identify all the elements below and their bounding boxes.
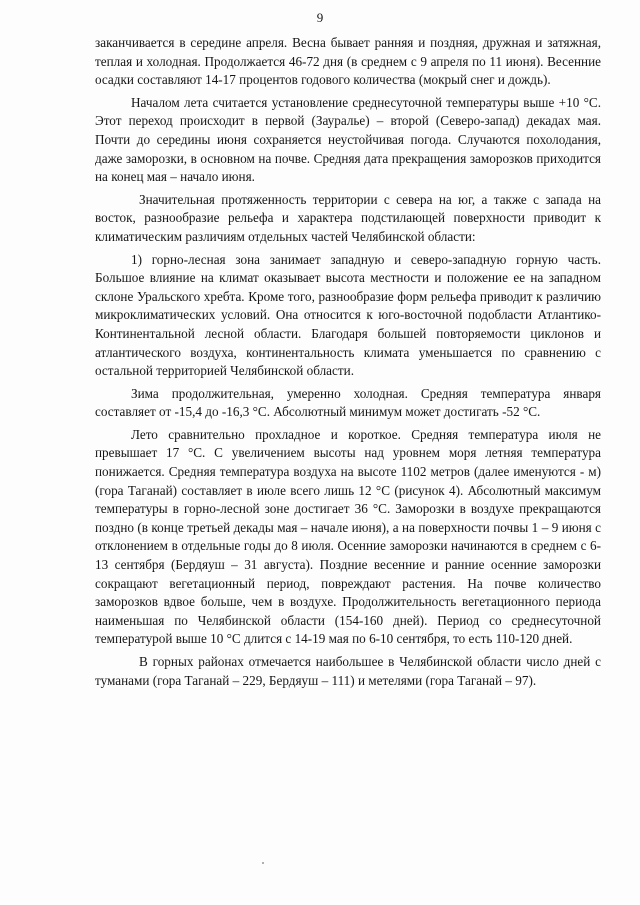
paragraph-fog-and-blizzards: В горных районах отмечается наибольшее в Челябинской области число дней с туманами (гора Таганай – 229, Бердяуш – 111) и метелями (гора Таганай – 97).	[95, 654, 601, 688]
paragraph-spring-continuation: заканчивается в середине апреля. Весна бывает ранняя и поздняя, дружная и затяжная, теплая и холодная. Продолжается 46-72 дня (в среднем с 9 апреля по 11 июня). Весенние осадки составляют 14-17 процентов годового количества (мокрый снег и дождь).	[95, 35, 601, 88]
paragraph-summer-onset: Началом лета считается установление среднесуточной температуры выше +10 °С. Этот переход происходит в первой (Зауралье) – второй (Северо-запад) декадах мая. Почти до середины июня сохраняется неустойчивая погода. Случаются похолодания, даже заморозки, в основном на почве. Средняя дата прекращения заморозков приходится на конец мая – начало июня.	[95, 94, 601, 185]
page-body	[95, 34, 601, 690]
paragraph-climate-differences: Значительная протяженность территории с севера на юг, а также с запада на восток, разнообразие рельефа и характера подстилающей поверхности приводит к климатическим различиям отдельных частей Челябинской области:	[95, 191, 601, 244]
paragraph-mountain-forest-zone: 1) горно-лесная зона занимает западную и северо-западную горную часть. Большое влияние на климат оказывает высота местности и положение ее на западном склоне Уральского хребта. Кроме того, разнообразие форм рельефа приводит к различию микроклиматических условий. Она относится к юго-восточной подобласти Атлантико-Континентальной лесной области. Благодаря большей повторяемости циклонов и атлантического воздуха, континентальность климата уменьшается по сравнению с остальной территорией Челябинской области.	[95, 251, 601, 379]
scan-speck	[262, 862, 264, 864]
page-number: 9	[316, 10, 324, 25]
paragraph-summer: Лето сравнительно прохладное и короткое. Средняя температура июля не превышает 17 °С. С увеличением высоты над уровнем моря летняя температура понижается. Средняя температура воздуха на высоте 1102 метров (далее именуются - м) (гора Таганай) составляет в июле всего лишь 12 °С (рисунок 4). Абсолютный максимум температуры в горно-лесной зоне достигает 36 °С. Заморозки в воздухе прекращаются поздно (в конце третьей декады мая – начале июня), а на поверхности почвы 1 – 9 июня с отклонением в отдельные годы до 8 июля. Осенние заморозки начинаются в среднем с 6-13 сентября (Бердяуш – 31 августа). Поздние весенние и ранние осенние заморозки сокращают вегетационный период, повреждают растения. На почве количество заморозков вдвое больше, чем в воздухе. Продолжительность вегетационного периода наименьшая по Челябинской области (154-160 дней). Период со среднесуточной температурой выше 10 °С длится с 14-19 мая по 6-10 сентября, то есть 110-120 дней.	[95, 426, 601, 647]
paragraph-winter: Зима продолжительная, умеренно холодная. Средняя температура января составляет от -15,4 до -16,3 °С. Абсолютный минимум может достигать -52 °С.	[95, 385, 601, 420]
